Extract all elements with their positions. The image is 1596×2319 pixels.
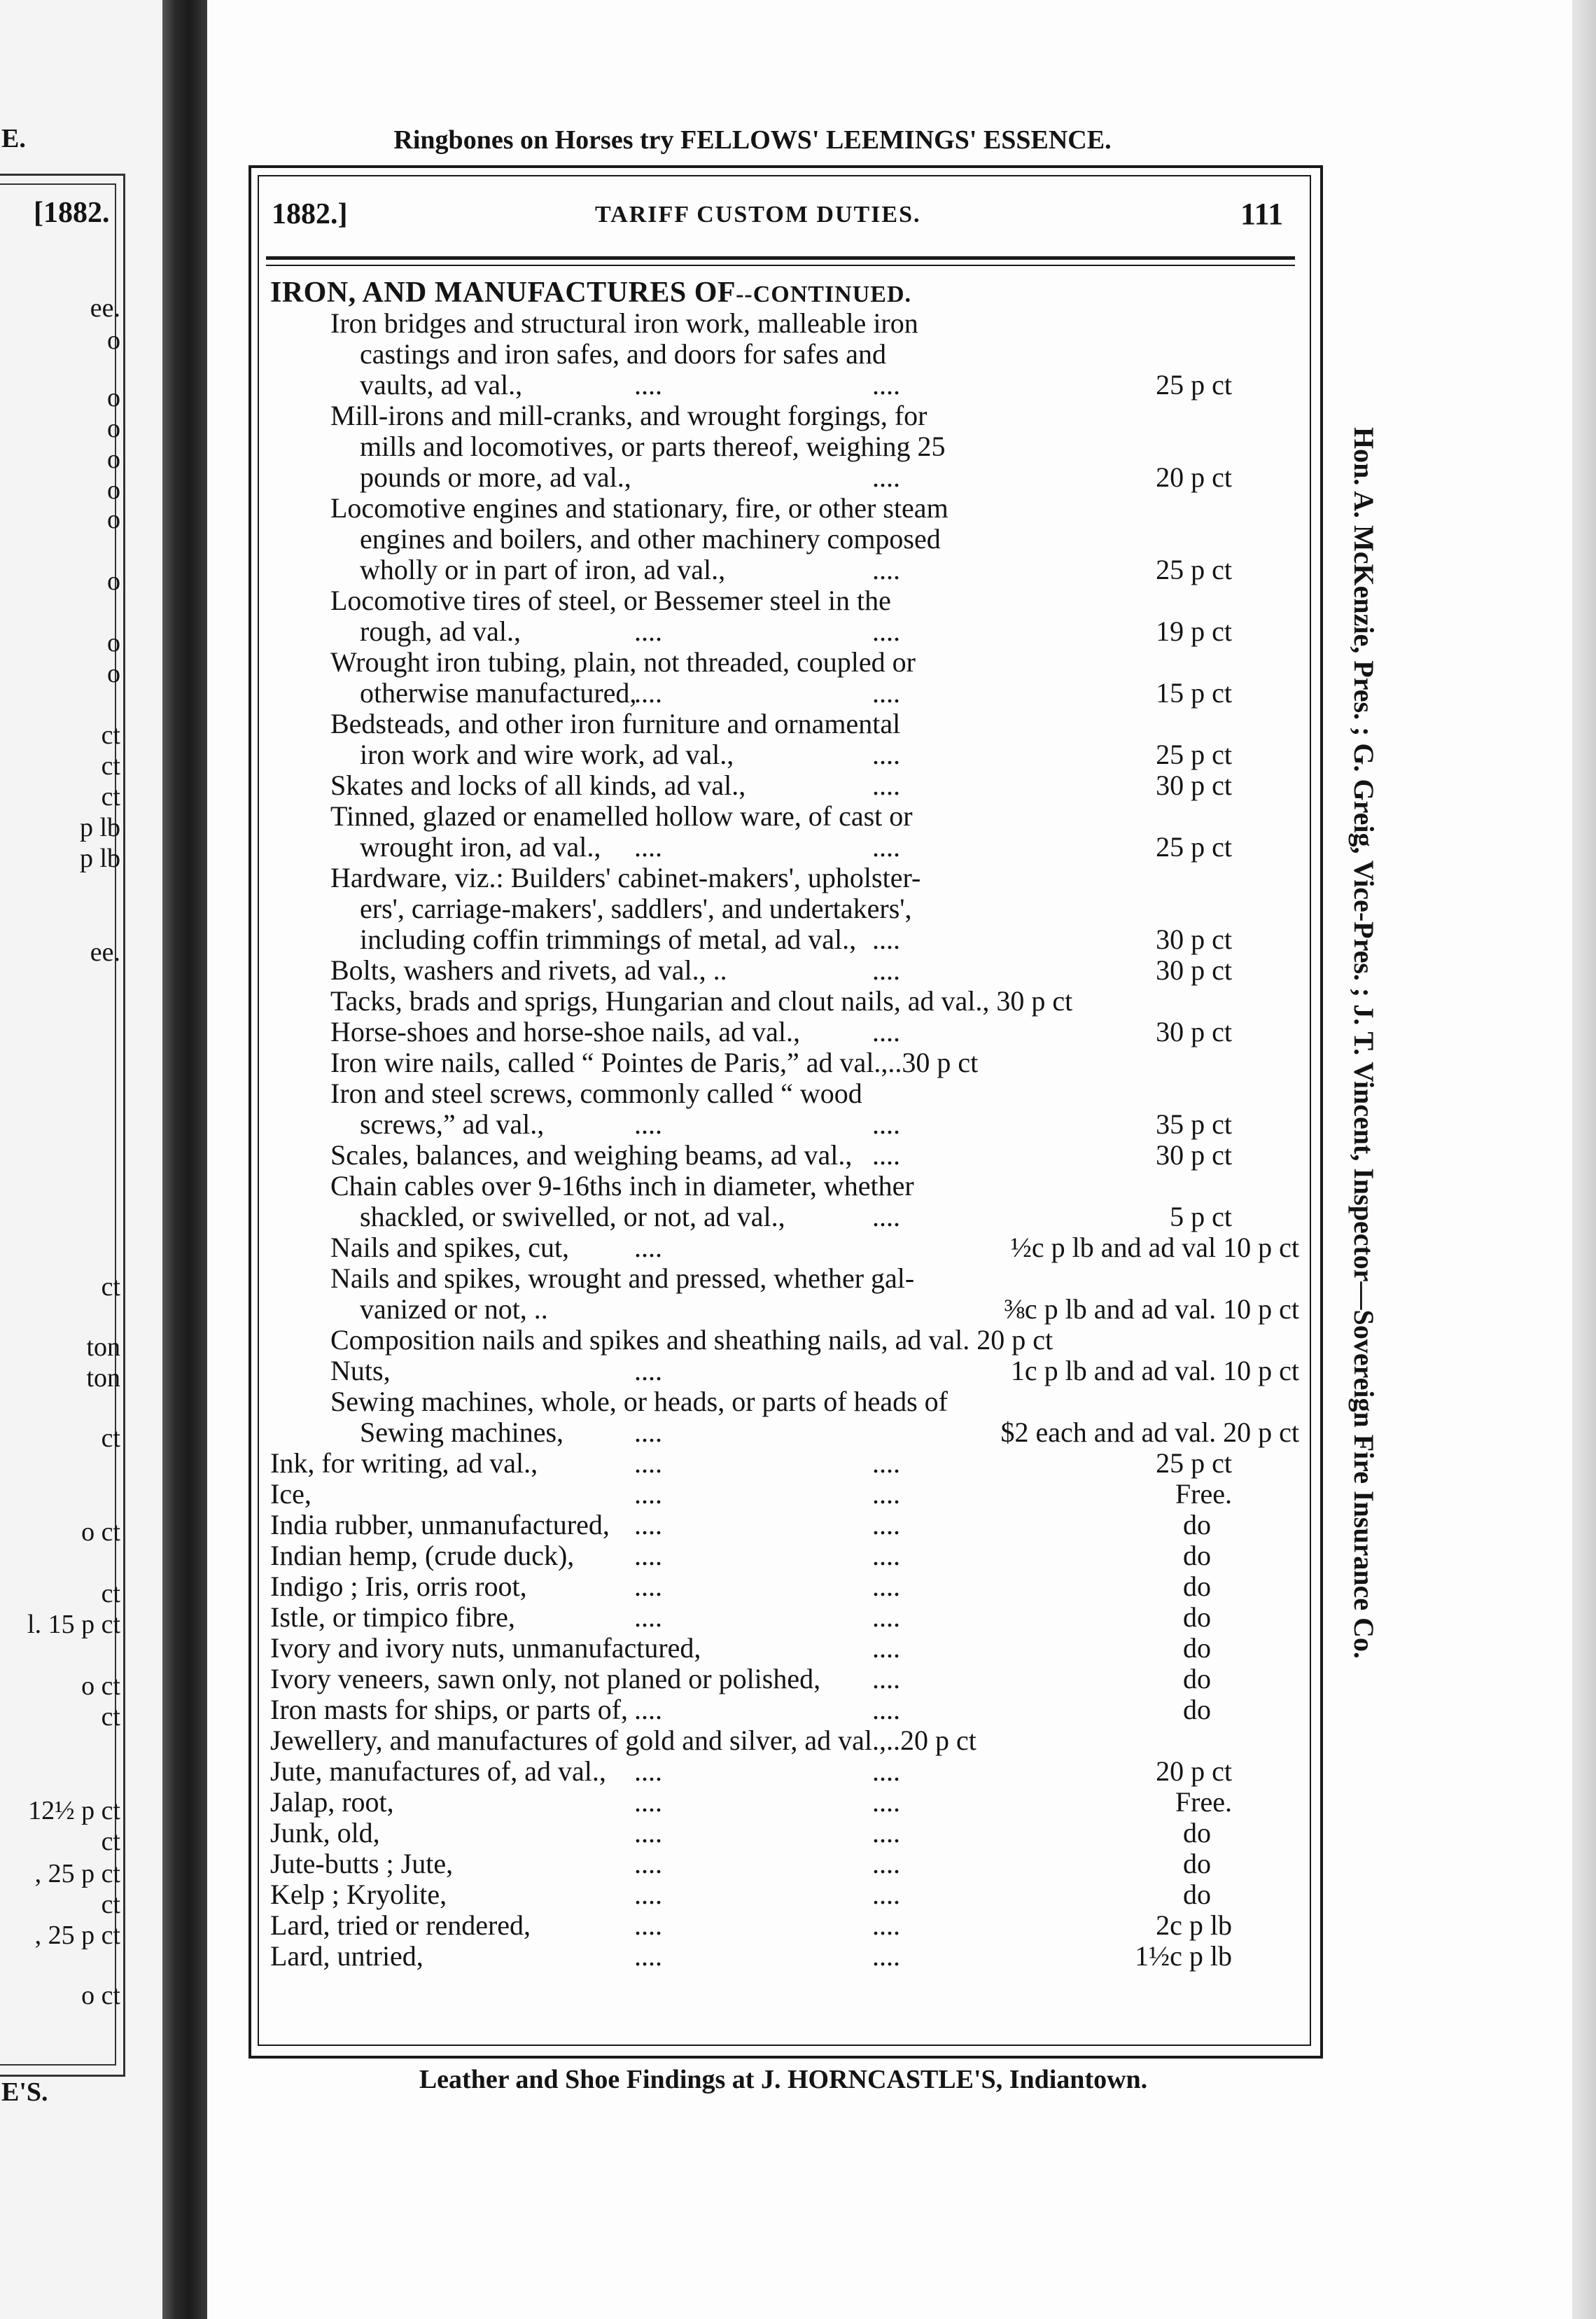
tariff-row	[270, 1109, 1299, 1140]
tariff-row	[270, 524, 1299, 555]
tariff-row	[270, 1078, 1299, 1109]
tariff-item-text: castings and iron safes, and doors for safes and	[360, 338, 887, 370]
facing-page-line: ct	[101, 1579, 120, 1608]
page-right-edge	[1572, 0, 1596, 2319]
tariff-row	[270, 1510, 1299, 1540]
tariff-row	[270, 1356, 1299, 1386]
tariff-item-text: Jute-butts ; Jute,	[270, 1848, 454, 1879]
leader-dots: ....	[872, 1509, 900, 1540]
leader-dots: ....	[872, 924, 900, 955]
tariff-item-text: Chain cables over 9-16ths inch in diameter, whether	[330, 1170, 914, 1202]
duty-rate: do	[1183, 1632, 1211, 1664]
duty-rate: 25 p ct	[1156, 369, 1232, 401]
duty-rate: 2c p lb	[1156, 1909, 1232, 1941]
facing-page-line: o	[107, 628, 120, 657]
section-title: IRON, AND MANUFACTURES OF	[270, 277, 736, 309]
tariff-item-text: Ink, for writing, ad val.,	[270, 1447, 538, 1479]
facing-page-line: ct	[101, 1272, 120, 1302]
duty-rate: do	[1183, 1879, 1211, 1910]
tariff-item-text: Ice,	[270, 1478, 312, 1510]
tariff-row	[270, 462, 1299, 493]
leader-dots: ....	[872, 677, 900, 709]
tariff-item-text: wholly or in part of iron, ad val.,	[360, 554, 726, 585]
leader-dots: ....	[634, 677, 662, 709]
leader-dots: ....	[872, 1663, 900, 1694]
leader-dots: ....	[872, 1447, 900, 1479]
leader-dots: ....	[872, 1786, 900, 1818]
duty-rate: 5 p ct	[1170, 1201, 1232, 1232]
tariff-row	[270, 1694, 1299, 1725]
tariff-item-text: Skates and locks of all kinds, ad val.,	[330, 769, 746, 801]
duty-rate: $2 each and ad val. 20 p ct	[1000, 1416, 1299, 1448]
duty-rate: 35 p ct	[1156, 1108, 1232, 1140]
tariff-item-text: engines and boilers, and other machinery composed	[360, 523, 941, 555]
tariff-row	[270, 616, 1299, 647]
leader-dots: ....	[634, 1232, 662, 1263]
leader-dots: ....	[872, 1571, 900, 1602]
tariff-item-text: Nails and spikes, cut,	[330, 1232, 570, 1263]
duty-rate: do	[1183, 1601, 1211, 1633]
tariff-row	[270, 493, 1299, 524]
tariff-row	[270, 1232, 1299, 1263]
tariff-item-text: Tacks, brads and sprigs, Hungarian and clout nails, ad val., 30 p ct	[330, 985, 1073, 1017]
tariff-item-text: Ivory and ivory nuts, unmanufactured,	[270, 1632, 701, 1664]
facing-page-line: o ct	[81, 1671, 120, 1701]
tariff-row	[270, 893, 1299, 924]
leader-dots: ....	[872, 615, 900, 647]
leader-dots: ....	[634, 1108, 662, 1140]
duty-rate: 1c p lb and ad val. 10 p ct	[1010, 1355, 1299, 1386]
leader-dots: ....	[872, 1755, 900, 1787]
tariff-item-text: Kelp ; Kryolite,	[270, 1879, 447, 1910]
tariff-row	[270, 863, 1299, 893]
leader-dots: ....	[872, 1879, 900, 1910]
tariff-item-text: Iron masts for ships, or parts of,	[270, 1694, 629, 1725]
tariff-item-text: Wrought iron tubing, plain, not threaded, coupled or	[330, 646, 916, 678]
facing-page-line: ton	[86, 1363, 120, 1393]
facing-page-line: ct	[101, 782, 120, 812]
tariff-item-text: Jewellery, and manufactures of gold and silver, ad val.,..20 p ct	[270, 1725, 976, 1756]
duty-rate: do	[1183, 1694, 1211, 1725]
duty-rate: 30 p ct	[1156, 1016, 1232, 1047]
leader-dots: ....	[634, 1355, 662, 1386]
duty-rate: 30 p ct	[1156, 1139, 1232, 1171]
tariff-item-text: India rubber, unmanufactured,	[270, 1509, 610, 1540]
section-heading	[270, 277, 1299, 308]
leader-dots: ....	[634, 1909, 662, 1941]
tariff-row	[270, 832, 1299, 863]
tariff-row	[270, 1017, 1299, 1047]
tariff-item-text: Hardware, viz.: Builders' cabinet-makers', upholster-	[330, 862, 921, 893]
leader-dots: ....	[872, 1540, 900, 1571]
leader-dots: ....	[872, 1478, 900, 1510]
duty-rate: do	[1183, 1663, 1211, 1694]
duty-rate: 25 p ct	[1156, 739, 1232, 770]
facing-page-line: p lb	[79, 813, 120, 842]
tariff-item-text: including coffin trimmings of metal, ad val.,	[360, 924, 857, 955]
tariff-item-text: pounds or more, ad val.,	[360, 461, 631, 493]
tariff-row	[270, 1479, 1299, 1510]
tariff-item-text: Iron wire nails, called “ Pointes de Paris,” ad val.,..30 p ct	[330, 1047, 979, 1078]
duty-rate: ½c p lb and ad val 10 p ct	[1010, 1232, 1299, 1263]
facing-page-year: [1882.	[34, 197, 110, 229]
leader-dots: ....	[634, 1416, 662, 1448]
tariff-row	[270, 585, 1299, 616]
tariff-item-text: Horse-shoes and horse-shoe nails, ad val.,	[330, 1016, 800, 1047]
leader-dots: ....	[872, 1201, 900, 1232]
tariff-item-text: Bedsteads, and other iron furniture and ornamental	[330, 708, 901, 739]
tariff-item-text: vaults, ad val.,	[360, 369, 523, 401]
tariff-row	[270, 1325, 1299, 1356]
leader-dots: ....	[872, 1601, 900, 1633]
section-continued: --CONTINUED.	[736, 281, 912, 307]
tariff-item-text: Nails and spikes, wrought and pressed, whether gal-	[330, 1262, 915, 1294]
duty-rate: 20 p ct	[1156, 461, 1232, 493]
tariff-row	[270, 647, 1299, 678]
leader-dots: ....	[872, 769, 900, 801]
duty-rate: Free.	[1175, 1478, 1232, 1510]
bottom-advertisement: Leather and Shoe Findings at J. HORNCASTLE'S, Indiantown.	[419, 2065, 1148, 2094]
tariff-rows	[270, 308, 1299, 1972]
facing-page-line: l. 15 p ct	[27, 1610, 120, 1639]
leader-dots: ....	[872, 1139, 900, 1171]
header-title: TARIFF CUSTOM DUTIES.	[595, 202, 921, 228]
tariff-item-text: ers', carriage-makers', saddlers', and undertakers',	[360, 893, 912, 924]
duty-rate: 1½c p lb	[1135, 1940, 1232, 1972]
duty-rate: 30 p ct	[1156, 769, 1232, 801]
tariff-row	[270, 1602, 1299, 1633]
duty-rate: Free.	[1175, 1786, 1232, 1818]
leader-dots: ....	[634, 1879, 662, 1910]
tariff-item-text: otherwise manufactured,	[360, 677, 637, 709]
tariff-row	[270, 1571, 1299, 1602]
tariff-row	[270, 955, 1299, 986]
tariff-item-text: Nuts,	[330, 1355, 391, 1386]
tariff-item-text: vanized or not, ..	[360, 1293, 548, 1325]
tariff-row	[270, 1294, 1299, 1325]
facing-page-line: ton	[86, 1332, 120, 1362]
leader-dots: ....	[634, 1755, 662, 1787]
tariff-row	[270, 401, 1299, 431]
duty-rate: 25 p ct	[1156, 554, 1232, 585]
tariff-item-text: Mill-irons and mill-cranks, and wrought forgings, for	[330, 400, 927, 431]
facing-page-line: o	[107, 326, 120, 355]
tariff-row	[270, 801, 1299, 832]
facing-page-line: o	[107, 414, 120, 443]
tariff-row	[270, 1540, 1299, 1571]
tariff-item-text: Iron bridges and structural iron work, malleable iron	[330, 307, 918, 339]
duty-rate: 15 p ct	[1156, 677, 1232, 709]
leader-dots: ....	[872, 554, 900, 585]
leader-dots: ....	[872, 461, 900, 493]
tariff-item-text: Junk, old,	[270, 1817, 380, 1848]
tariff-row	[270, 1756, 1299, 1787]
facing-page-line: p lb	[79, 844, 120, 873]
leader-dots: ....	[872, 369, 900, 401]
tariff-item-text: Sewing machines, whole, or heads, or parts of heads of	[330, 1386, 948, 1417]
facing-page-line: ee.	[90, 293, 120, 323]
leader-dots: ....	[634, 1817, 662, 1848]
duty-rate: 19 p ct	[1156, 615, 1232, 647]
leader-dots: ....	[634, 1478, 662, 1510]
tariff-row	[270, 1910, 1299, 1941]
tariff-row	[270, 555, 1299, 585]
tariff-item-text: Tinned, glazed or enamelled hollow ware, of cast or	[330, 800, 913, 832]
facing-page-line: ee.	[90, 938, 120, 967]
facing-page-line: o ct	[81, 1981, 120, 2010]
facing-page-line: , 25 p ct	[34, 1921, 120, 1950]
leader-dots: ....	[634, 1447, 662, 1479]
top-advertisement: Ringbones on Horses try FELLOWS' LEEMINGS' ESSENCE.	[393, 125, 1112, 155]
tariff-item-text: wrought iron, ad val.,	[360, 831, 601, 863]
tariff-row	[270, 339, 1299, 370]
duty-rate: 30 p ct	[1156, 954, 1232, 986]
tariff-item-text: rough, ad val.,	[360, 615, 521, 647]
duty-rate: do	[1183, 1848, 1211, 1879]
tariff-row	[270, 1848, 1299, 1879]
duty-rate: ⅜c p lb and ad val. 10 p ct	[1003, 1293, 1299, 1325]
tariff-item-text: Sewing machines,	[360, 1416, 564, 1448]
tariff-item-text: Jalap, root,	[270, 1786, 394, 1818]
facing-page-line: ct	[101, 751, 120, 781]
leader-dots: ....	[872, 1632, 900, 1664]
tariff-row	[270, 1787, 1299, 1818]
leader-dots: ....	[634, 1848, 662, 1879]
tariff-row	[270, 1417, 1299, 1448]
tariff-row	[270, 370, 1299, 401]
tariff-row	[270, 1664, 1299, 1694]
leader-dots: ....	[872, 1694, 900, 1725]
tariff-item-text: Locomotive tires of steel, or Bessemer steel in the	[330, 585, 891, 616]
facing-page-line: , 25 p ct	[34, 1859, 120, 1888]
facing-page-line: o	[107, 566, 120, 596]
facing-page-line: ct	[101, 1702, 120, 1732]
facing-page-line: ct	[101, 720, 120, 750]
tariff-row	[270, 1140, 1299, 1171]
tariff-item-text: Jute, manufactures of, ad val.,	[270, 1755, 606, 1787]
tariff-row	[270, 1263, 1299, 1294]
tariff-item-text: Indigo ; Iris, orris root,	[270, 1571, 527, 1602]
book-gutter	[162, 0, 207, 2319]
tariff-item-text: Bolts, washers and rivets, ad val., ..	[330, 954, 727, 986]
leader-dots: ....	[634, 831, 662, 863]
facing-page-line: ct	[101, 1890, 120, 1919]
leader-dots: ....	[872, 739, 900, 770]
tariff-row	[270, 739, 1299, 770]
tariff-item-text: shackled, or swivelled, or not, ad val.,	[360, 1201, 785, 1232]
tariff-item-text: Lard, tried or rendered,	[270, 1909, 531, 1941]
tariff-item-text: Lard, untried,	[270, 1940, 424, 1972]
leader-dots: ....	[634, 1509, 662, 1540]
tariff-row	[270, 1941, 1299, 1972]
tariff-row	[270, 1818, 1299, 1848]
tariff-row	[270, 924, 1299, 955]
tariff-item-text: Istle, or timpico fibre,	[270, 1601, 515, 1633]
leader-dots: ....	[634, 1786, 662, 1818]
leader-dots: ....	[872, 954, 900, 986]
leader-dots: ....	[872, 1848, 900, 1879]
leader-dots: ....	[634, 1540, 662, 1571]
tariff-item-text: Ivory veneers, sawn only, not planed or polished,	[270, 1663, 821, 1694]
tariff-row	[270, 1633, 1299, 1664]
leader-dots: ....	[872, 1817, 900, 1848]
facing-page-line: ct	[101, 1423, 120, 1453]
duty-rate: 25 p ct	[1156, 1447, 1232, 1479]
tariff-item-text: screws,” ad val.,	[360, 1108, 545, 1140]
tariff-row	[270, 678, 1299, 709]
tariff-item-text: iron work and wire work, ad val.,	[360, 739, 734, 770]
duty-rate: do	[1183, 1817, 1211, 1848]
side-advertisement: Hon. A. McKenzie, Pres. ; G. Greig, Vice-Pres. ; J. T. Vincent, Inspector—Sovereign Fire Insurance Co.	[1348, 427, 1380, 1659]
leader-dots: ....	[634, 369, 662, 401]
leader-dots: ....	[634, 1694, 662, 1725]
tariff-item-text: Locomotive engines and stationary, fire, or other steam	[330, 492, 948, 524]
tariff-row	[270, 308, 1299, 339]
tariff-item-text: mills and locomotives, or parts thereof, weighing 25	[360, 431, 946, 462]
tariff-row	[270, 1386, 1299, 1417]
header-rule-thin	[266, 265, 1295, 266]
leader-dots: ....	[872, 831, 900, 863]
header-rule	[266, 256, 1295, 260]
leader-dots: ....	[872, 1909, 900, 1941]
tariff-row	[270, 1202, 1299, 1232]
facing-page-line: o	[107, 475, 120, 505]
facing-page-line: o	[107, 445, 120, 474]
header-year: 1882.]	[272, 198, 348, 230]
leader-dots: ....	[634, 1571, 662, 1602]
tariff-row	[270, 709, 1299, 739]
tariff-item-text: Composition nails and spikes and sheathing nails, ad val. 20 p ct	[330, 1324, 1054, 1356]
leader-dots: ....	[872, 1016, 900, 1047]
tariff-row	[270, 1171, 1299, 1202]
duty-rate: do	[1183, 1509, 1211, 1540]
tariff-item-text: Iron and steel screws, commonly called “ wood	[330, 1078, 862, 1109]
leader-dots: ....	[634, 1940, 662, 1972]
duty-rate: do	[1183, 1571, 1211, 1602]
tariff-row	[270, 770, 1299, 801]
facing-page-line: 12½ p ct	[28, 1796, 120, 1825]
leader-dots: ....	[872, 1108, 900, 1140]
tariff-row	[270, 431, 1299, 462]
facing-page-line: ct	[101, 1827, 120, 1856]
facing-page-header-fragment: E.	[1, 124, 26, 153]
facing-page-line: o	[107, 659, 120, 688]
tariff-list	[270, 277, 1299, 1972]
tariff-item-text: Indian hemp, (crude duck),	[270, 1540, 575, 1571]
tariff-row	[270, 1725, 1299, 1756]
duty-rate: do	[1183, 1540, 1211, 1571]
duty-rate: 20 p ct	[1156, 1755, 1232, 1787]
leader-dots: ....	[634, 615, 662, 647]
tariff-row	[270, 1448, 1299, 1479]
facing-page-line: o ct	[81, 1517, 120, 1547]
facing-page	[0, 0, 162, 2319]
page-number: 111	[1240, 197, 1284, 231]
tariff-row	[270, 1879, 1299, 1910]
tariff-row	[270, 986, 1299, 1017]
facing-page-line: o	[107, 505, 120, 534]
leader-dots: ....	[872, 1940, 900, 1972]
duty-rate: 25 p ct	[1156, 831, 1232, 863]
tariff-row	[270, 1047, 1299, 1078]
leader-dots: ....	[634, 1601, 662, 1633]
tariff-item-text: Scales, balances, and weighing beams, ad val.,	[330, 1139, 853, 1171]
facing-page-footer-fragment: E'S.	[1, 2077, 48, 2107]
duty-rate: 30 p ct	[1156, 924, 1232, 955]
facing-page-line: o	[107, 383, 120, 412]
